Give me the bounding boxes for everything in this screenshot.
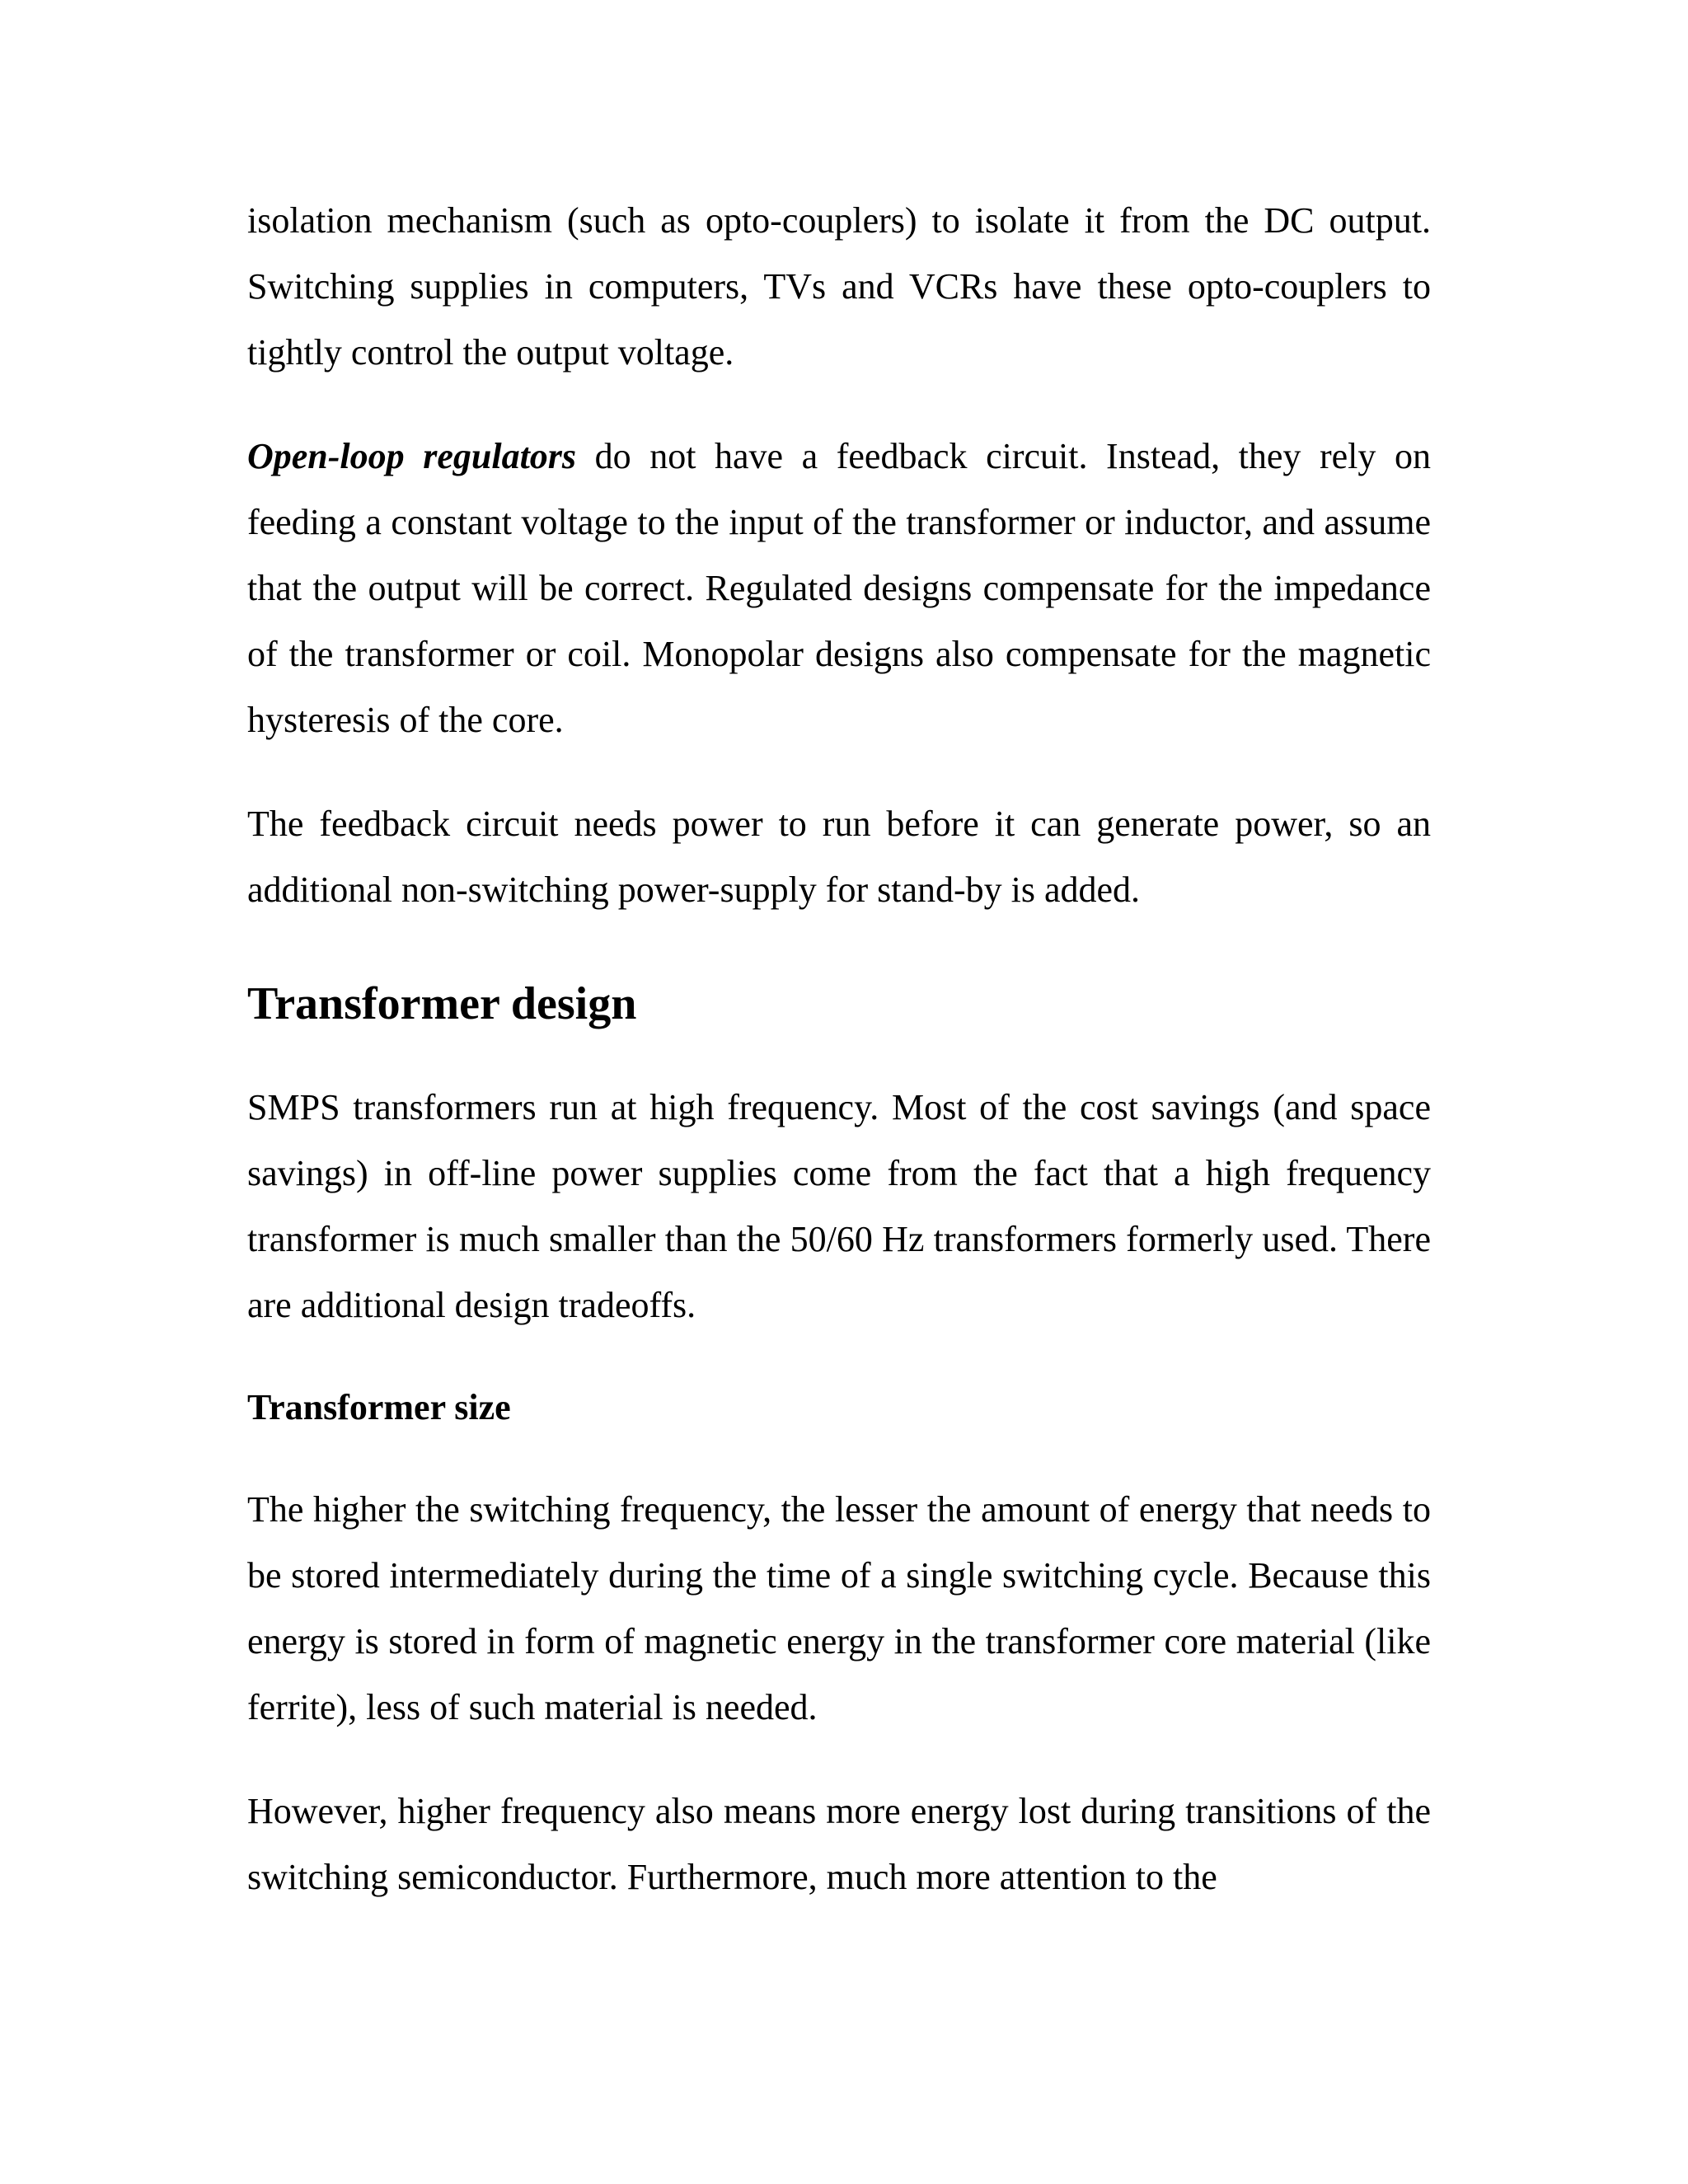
heading-transformer-design: Transformer design: [247, 978, 637, 1029]
paragraph-open-loop: [247, 424, 1431, 753]
paragraph-feedback-power: The feedback circuit needs power to run before it can generate power, so an additional non-switching power-supply for stand-by is added.: [247, 804, 1431, 910]
heading-transformer-size: Transformer size: [247, 1387, 511, 1427]
paragraph-open-loop-text: do not have a feedback circuit. Instead, they rely on feeding a constant voltage to the input of the transformer or inductor, and assume that the output will be correct. Regulated designs compensate for the impedance of the transformer or coil. Monopolar designs also compensate for the magnetic hysteresis of the core.: [247, 436, 1431, 740]
paragraph-smps-transformers: SMPS transformers run at high frequency. Most of the cost savings (and space savings) in off-line power supplies come from the fact that a high frequency transformer is much smaller than the 50/60 Hz transformers formerly used. There are additional design tradeoffs.: [247, 1087, 1431, 1325]
paragraph-switching-frequency: The higher the switching frequency, the lesser the amount of energy that needs to be stored intermediately during the time of a single switching cycle. Because this energy is stored in form of magnetic energy in the transformer core material (like ferrite), less of such material is needed.: [247, 1489, 1431, 1727]
term-open-loop-regulators: Open-loop regulators: [247, 436, 577, 476]
document-page: [247, 188, 1431, 1910]
paragraph-isolation: isolation mechanism (such as opto-couplers) to isolate it from the DC output. Switching supplies in computers, TVs and VCRs have these opto-couplers to tightly control the output voltage.: [247, 200, 1431, 373]
paragraph-higher-frequency: However, higher frequency also means more energy lost during transitions of the switching semiconductor. Furthermore, much more attention to the: [247, 1791, 1431, 1897]
